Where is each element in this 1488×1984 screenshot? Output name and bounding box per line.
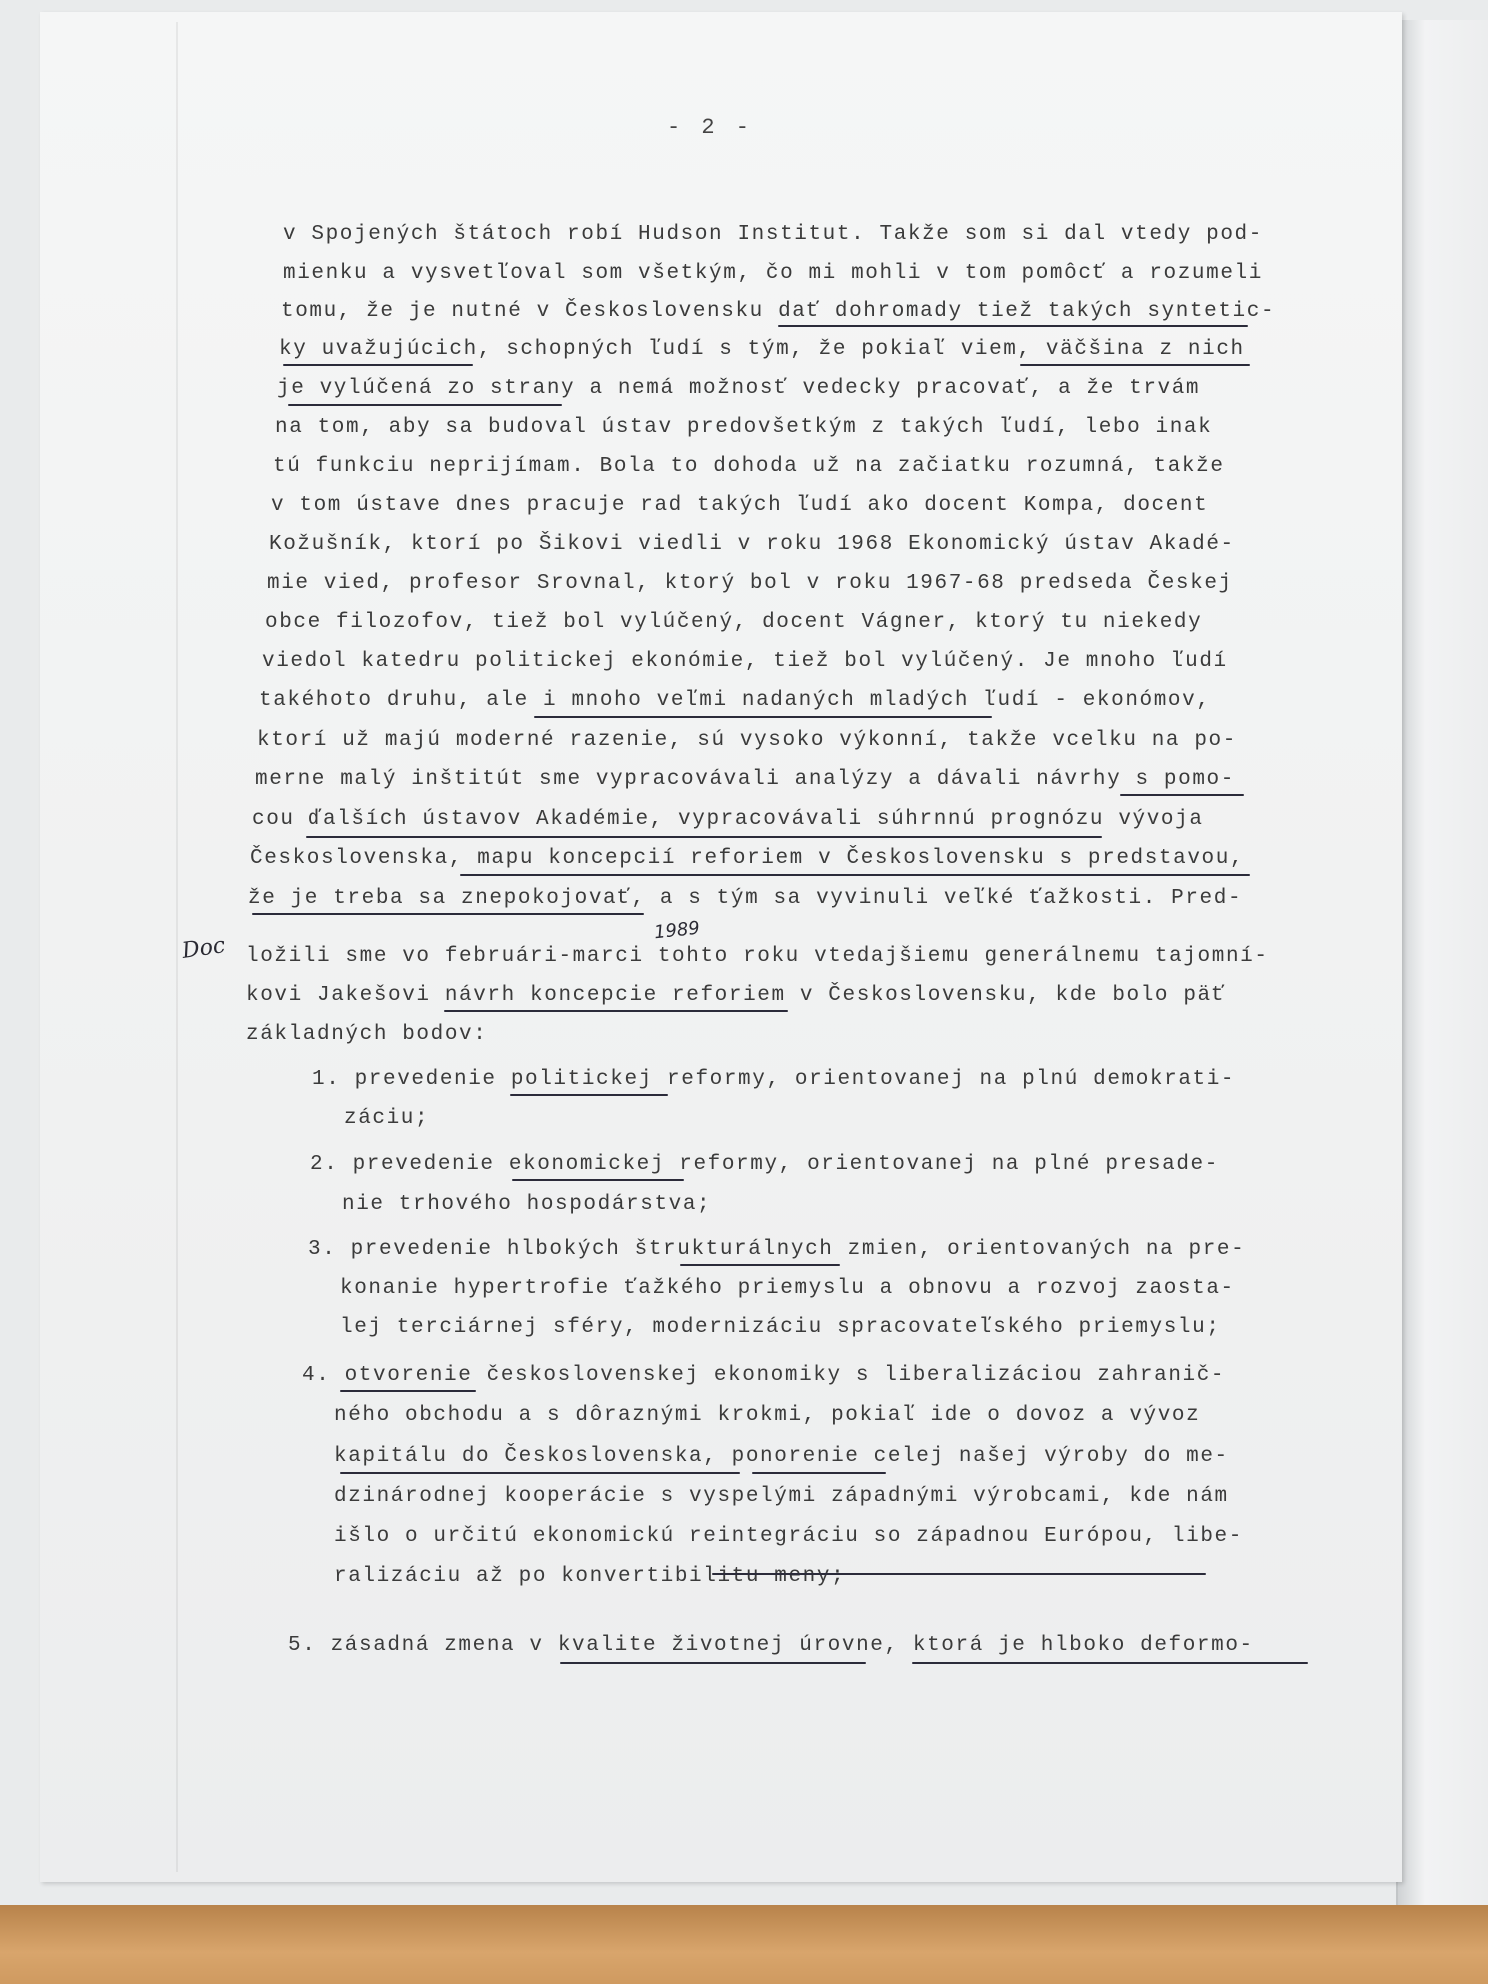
text-line: merne malý inštitút sme vypracovávali analýzy a dávali návrhy s pomo- <box>255 768 1235 791</box>
list-item-line: dzinárodnej kooperácie s vyspelými západnými výrobcami, kde nám <box>334 1485 1229 1508</box>
underline <box>534 716 992 718</box>
underline <box>1020 364 1250 366</box>
handwritten-margin-note: Doc <box>180 933 227 964</box>
text-line: tomu, že je nutné v Československu dať dohromady tiež takých syntetic- <box>281 300 1276 323</box>
underline <box>252 913 644 915</box>
text-line: Kožušník, ktorí po Šikovi viedli v roku 1968 Ekonomický ústav Akadé- <box>269 533 1235 556</box>
page-number: - 2 - <box>666 115 753 140</box>
text-line: v Spojených štátoch robí Hudson Institut. Takže som si dal vtedy pod- <box>283 223 1263 246</box>
text-line: mie vied, profesor Srovnal, ktorý bol v roku 1967-68 predseda Českej <box>267 572 1233 595</box>
text-line: tú funkciu neprijímam. Bola to dohoda už na začiatku rozumná, takže <box>273 455 1225 478</box>
text-line: ktorí už majú moderné razenie, sú vysoko výkonní, takže vcelku na po- <box>257 729 1237 752</box>
list-item-line: ného obchodu a s dôraznými krokmi, pokiaľ ide o dovoz a vývoz <box>334 1404 1201 1427</box>
underline <box>340 1472 740 1474</box>
underline <box>444 1010 788 1012</box>
underline <box>460 874 1250 876</box>
underline <box>778 325 1248 327</box>
underline <box>283 364 473 366</box>
underline <box>560 1662 866 1664</box>
list-item-line: kapitálu do Československa, ponorenie celej našej výroby do me- <box>334 1445 1229 1468</box>
text-line: takéhoto druhu, ale i mnoho veľmi nadaných mladých ľudí - ekonómov, <box>259 689 1211 712</box>
list-item-line: lej terciárnej sféry, modernizáciu spracovateľského priemyslu; <box>340 1316 1221 1339</box>
underline <box>1120 794 1244 796</box>
underline <box>288 404 562 406</box>
list-item-line: nie trhového hospodárstva; <box>342 1193 712 1216</box>
text-line: na tom, aby sa budoval ústav predovšetkým z takých ľudí, lebo inak <box>275 416 1213 439</box>
list-item-line: záciu; <box>344 1107 430 1130</box>
underline <box>510 1094 668 1096</box>
text-line: v tom ústave dnes pracuje rad takých ľudí ako docent Kompa, docent <box>271 494 1209 517</box>
underline <box>712 1573 1206 1575</box>
list-item-line: 1. prevedenie politickej reformy, orientovanej na plnú demokrati- <box>312 1068 1236 1091</box>
text-line: že je treba sa znepokojovať, a s tým sa vyvinuli veľké ťažkosti. Pred- <box>248 887 1243 910</box>
list-item-line: 2. prevedenie ekonomickej reformy, orientovanej na plné presade- <box>310 1153 1219 1176</box>
text-line: cou ďalších ústavov Akadémie, vypracovávali súhrnnú prognózu vývoja <box>252 808 1204 831</box>
list-item-line: 4. otvorenie československej ekonomiky s liberalizáciou zahranič- <box>302 1364 1226 1387</box>
text-line: základných bodov: <box>246 1023 488 1046</box>
text-line: mienku a vysvetľoval som všetkým, čo mi mohli v tom pomôcť a rozumeli <box>283 262 1263 285</box>
underline <box>306 836 1102 838</box>
list-item-line: ralizáciu až po konvertibilitu meny; <box>334 1565 846 1588</box>
handwritten-year-note: 1989 <box>653 917 701 944</box>
list-item-line: išlo o určitú ekonomickú reintegráciu so západnou Európou, libe- <box>334 1525 1243 1548</box>
text-line: kovi Jakešovi návrh koncepcie reforiem v Československu, kde bolo päť <box>246 984 1226 1007</box>
underline <box>680 1264 840 1266</box>
list-item-line: konanie hypertrofie ťažkého priemyslu a obnovu a rozvoj zaosta- <box>340 1277 1235 1300</box>
list-item-line: 3. prevedenie hlbokých štrukturálnych zmien, orientovaných na pre- <box>308 1238 1246 1261</box>
text-line: je vylúčená zo strany a nemá možnosť vedecky pracovať, a že trvám <box>277 377 1201 400</box>
text-line: ky uvažujúcich, schopných ľudí s tým, že pokiaľ viem, väčšina z nich <box>279 338 1245 361</box>
underline <box>912 1662 1308 1664</box>
underline <box>512 1179 684 1181</box>
text-line: obce filozofov, tiež bol vylúčený, docent Vágner, ktorý tu niekedy <box>265 611 1203 634</box>
list-item-line: 5. zásadná zmena v kvalite životnej úrovne, ktorá je hlboko deformo- <box>288 1634 1254 1657</box>
text-line: ložili sme vo februári-marci tohto roku vtedajšiemu generálnemu tajomní- <box>246 945 1269 968</box>
text-line: viedol katedru politickej ekonómie, tiež bol vylúčený. Je mnoho ľudí <box>262 650 1228 673</box>
underline <box>340 1390 476 1392</box>
underline <box>752 1472 886 1474</box>
text-line: Československa, mapu koncepcií reforiem v Československu s predstavou, <box>250 847 1245 870</box>
